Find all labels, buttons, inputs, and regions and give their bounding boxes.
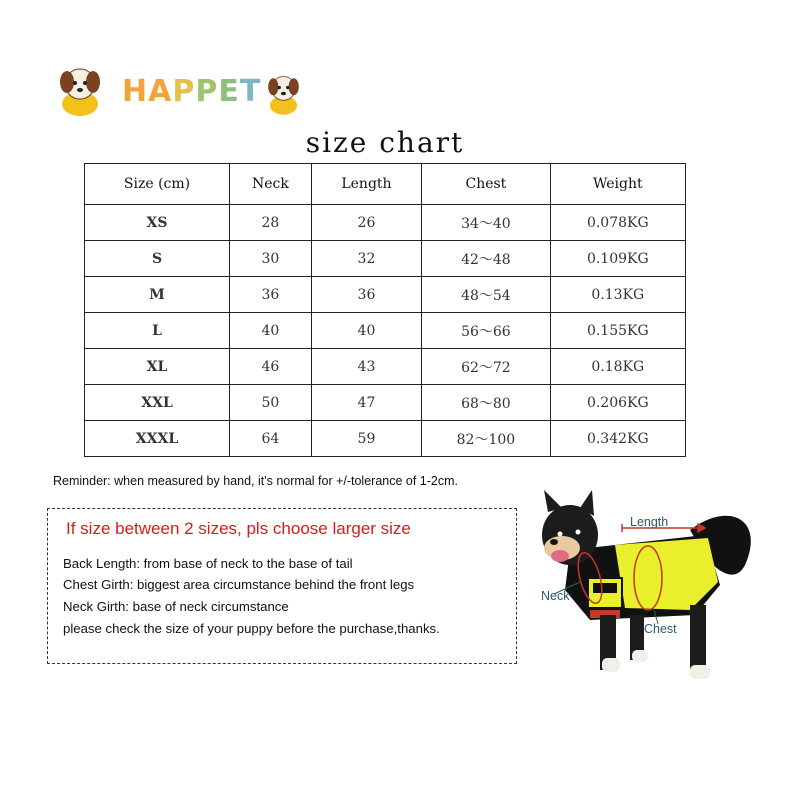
chest-cell: 82～100 [422,421,550,457]
header-weight: Weight [550,164,685,205]
size-cell: S [85,241,230,277]
neck-cell: 36 [230,277,312,313]
neck-cell: 50 [230,385,312,421]
chest-cell: 56～66 [422,313,550,349]
brand-name: HAPPET [122,74,262,109]
chest-cell: 48～54 [422,277,550,313]
length-cell: 59 [311,421,421,457]
size-cell: XXXL [85,421,230,457]
header-length: Length [311,164,421,205]
length-cell: 36 [311,277,421,313]
size-cell: XXL [85,385,230,421]
weight-cell: 0.206KG [550,385,685,421]
header-neck: Neck [230,164,312,205]
weight-cell: 0.18KG [550,349,685,385]
back-length-note: Back Length: from base of neck to the base of tail [63,556,353,571]
chest-label: Chest [644,622,677,636]
neck-cell: 28 [230,205,312,241]
chest-cell: 62～72 [422,349,550,385]
header-size: Size (cm) [85,164,230,205]
table-row [85,349,686,385]
length-cell: 32 [311,241,421,277]
neck-girth-note: Neck Girth: base of neck circumstance [63,599,289,614]
check-size-note: please check the size of your puppy before the purchase,thanks. [63,621,440,636]
table-row [85,313,686,349]
size-cell: M [85,277,230,313]
size-cell: XS [85,205,230,241]
weight-cell: 0.078KG [550,205,685,241]
header-chest: Chest [422,164,550,205]
table-row [85,205,686,241]
neck-cell: 40 [230,313,312,349]
table-row [85,385,686,421]
neck-cell: 46 [230,349,312,385]
chest-girth-note: Chest Girth: biggest area circumstance behind the front legs [63,577,415,592]
size-advice-headline: If size between 2 sizes, pls choose larger size [66,519,411,538]
length-cell: 40 [311,313,421,349]
length-cell: 43 [311,349,421,385]
chest-cell: 34～40 [422,205,550,241]
page-title: size chart [305,126,465,159]
length-label: Length [630,515,669,529]
size-cell: L [85,313,230,349]
dog-mascot-right-icon [268,77,299,115]
size-chart-table [84,163,686,457]
chest-cell: 42～48 [422,241,550,277]
chest-cell: 68～80 [422,385,550,421]
measurement-reminder: Reminder: when measured by hand, it's normal for +/-tolerance of 1-2cm. [53,474,459,488]
neck-cell: 64 [230,421,312,457]
length-cell: 26 [311,205,421,241]
dog-mascot-left-icon [60,69,100,116]
size-notes-box [47,508,517,664]
table-row [85,277,686,313]
weight-cell: 0.13KG [550,277,685,313]
weight-cell: 0.155KG [550,313,685,349]
table-row [85,241,686,277]
table-row [85,421,686,457]
neck-cell: 30 [230,241,312,277]
neck-label: Neck [541,589,570,603]
weight-cell: 0.342KG [550,421,685,457]
size-cell: XL [85,349,230,385]
length-cell: 47 [311,385,421,421]
weight-cell: 0.109KG [550,241,685,277]
table-header-row [85,164,686,205]
